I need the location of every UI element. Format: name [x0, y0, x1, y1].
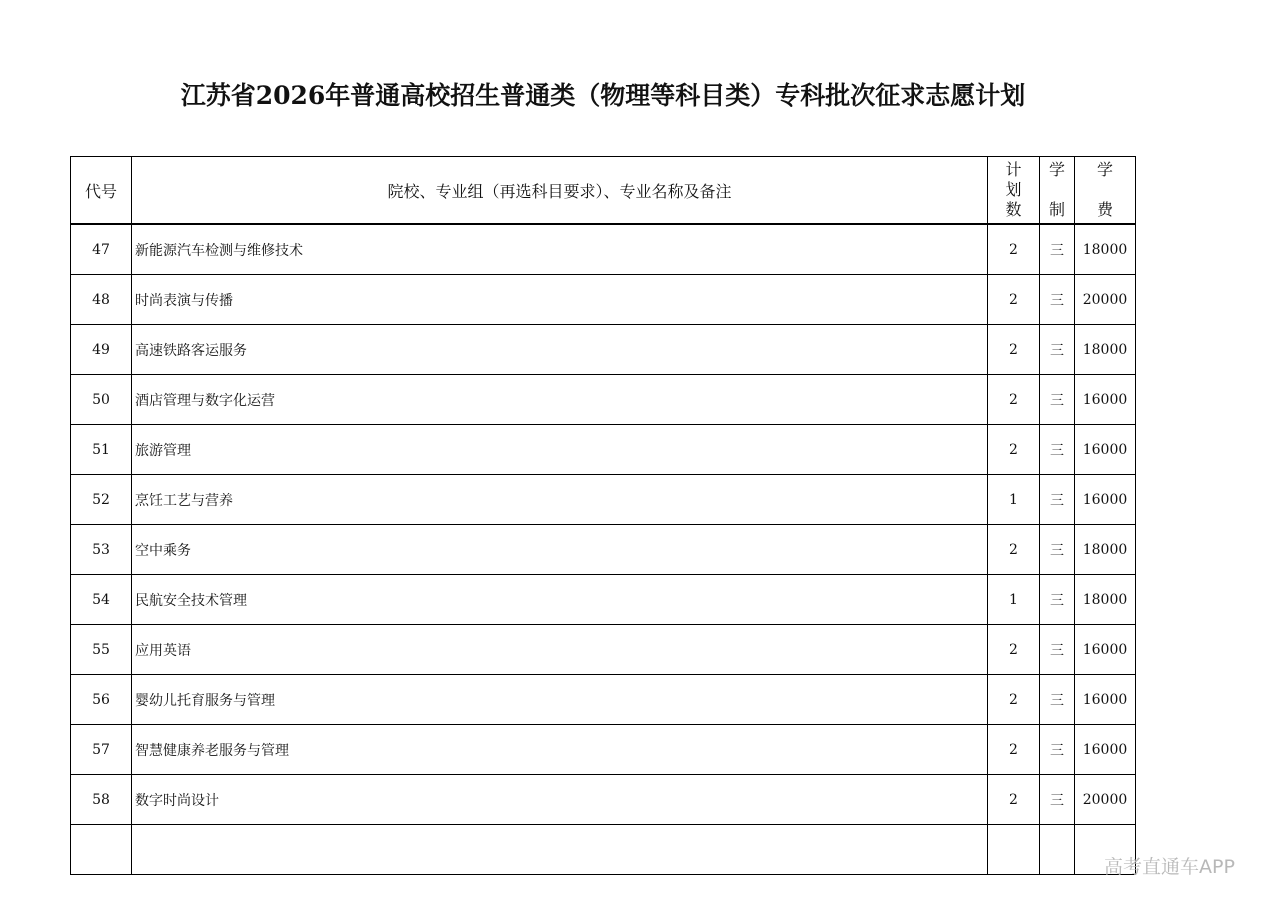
cell-fee: 18000 [1075, 224, 1136, 275]
cell-duration: 三 [1040, 575, 1075, 625]
cell-code: 49 [71, 325, 132, 375]
cell-major-name: 时尚表演与传播 [132, 275, 988, 325]
cell-duration: 三 [1040, 725, 1075, 775]
cell-major-name: 婴幼儿托育服务与管理 [132, 675, 988, 725]
cell-fee: 16000 [1075, 375, 1136, 425]
cell-fee: 20000 [1075, 275, 1136, 325]
cell-code: 53 [71, 525, 132, 575]
cell-duration: 三 [1040, 224, 1075, 275]
table-row [71, 375, 1136, 425]
table-row [71, 224, 1136, 275]
header-fee [1075, 157, 1136, 225]
cell-duration: 三 [1040, 275, 1075, 325]
header-name: 院校、专业组（再选科目要求）、专业名称及备注 [132, 157, 988, 225]
cell-code: 47 [71, 224, 132, 275]
cell-duration: 三 [1040, 775, 1075, 825]
header-plan-char-3: 数 [1005, 200, 1022, 219]
cell-major-name: 应用英语 [132, 625, 988, 675]
table-row-empty [71, 825, 1136, 875]
cell-code: 56 [71, 675, 132, 725]
cell-major-name: 智慧健康养老服务与管理 [132, 725, 988, 775]
table-row [71, 725, 1136, 775]
cell-duration: 三 [1040, 475, 1075, 525]
header-duration-char-1: 学 [1048, 160, 1065, 179]
cell-code [71, 825, 132, 875]
cell-major-name: 酒店管理与数字化运营 [132, 375, 988, 425]
table-row [71, 425, 1136, 475]
cell-duration: 三 [1040, 675, 1075, 725]
table-row [71, 675, 1136, 725]
cell-code: 51 [71, 425, 132, 475]
cell-duration: 三 [1040, 375, 1075, 425]
table-row [71, 325, 1136, 375]
cell-plan: 2 [988, 625, 1040, 675]
table-row [71, 275, 1136, 325]
cell-duration: 三 [1040, 425, 1075, 475]
table-row [71, 775, 1136, 825]
cell-fee: 16000 [1075, 625, 1136, 675]
cell-duration: 三 [1040, 625, 1075, 675]
header-fee-char-2: 费 [1096, 200, 1113, 219]
cell-duration [1040, 825, 1075, 875]
header-duration-char-2: 制 [1048, 200, 1065, 219]
cell-major-name: 新能源汽车检测与维修技术 [132, 224, 988, 275]
cell-code: 48 [71, 275, 132, 325]
cell-plan: 2 [988, 425, 1040, 475]
cell-code: 50 [71, 375, 132, 425]
table-row [71, 525, 1136, 575]
cell-fee: 18000 [1075, 575, 1136, 625]
cell-plan: 2 [988, 725, 1040, 775]
cell-fee: 16000 [1075, 675, 1136, 725]
table-row [71, 475, 1136, 525]
cell-fee: 18000 [1075, 525, 1136, 575]
header-fee-char-1: 学 [1096, 160, 1113, 179]
table-header-row [71, 157, 1136, 225]
header-plan [988, 157, 1040, 225]
cell-plan: 1 [988, 575, 1040, 625]
cell-fee: 16000 [1075, 425, 1136, 475]
cell-plan: 2 [988, 375, 1040, 425]
cell-fee: 16000 [1075, 475, 1136, 525]
cell-code: 57 [71, 725, 132, 775]
cell-plan: 2 [988, 525, 1040, 575]
cell-duration: 三 [1040, 525, 1075, 575]
header-plan-char-2: 划 [1005, 180, 1022, 199]
cell-plan: 2 [988, 275, 1040, 325]
header-plan-char-1: 计 [1005, 160, 1022, 179]
cell-code: 52 [71, 475, 132, 525]
cell-code: 58 [71, 775, 132, 825]
header-code: 代号 [71, 157, 132, 225]
cell-plan: 1 [988, 475, 1040, 525]
cell-code: 55 [71, 625, 132, 675]
cell-fee: 16000 [1075, 725, 1136, 775]
cell-major-name: 烹饪工艺与营养 [132, 475, 988, 525]
cell-fee: 20000 [1075, 775, 1136, 825]
cell-major-name: 旅游管理 [132, 425, 988, 475]
cell-plan: 2 [988, 325, 1040, 375]
table-row [71, 625, 1136, 675]
cell-major-name: 空中乘务 [132, 525, 988, 575]
cell-plan: 2 [988, 675, 1040, 725]
enrollment-plan-table [70, 156, 1136, 875]
cell-major-name [132, 825, 988, 875]
cell-major-name: 高速铁路客运服务 [132, 325, 988, 375]
watermark: 高考直通车APP [1104, 856, 1235, 878]
cell-plan [988, 825, 1040, 875]
cell-plan: 2 [988, 775, 1040, 825]
cell-fee: 18000 [1075, 325, 1136, 375]
cell-code: 54 [71, 575, 132, 625]
page-title: 江苏省2026年普通高校招生普通类（物理等科目类）专科批次征求志愿计划 [180, 81, 1026, 110]
header-duration [1040, 157, 1075, 225]
cell-major-name: 数字时尚设计 [132, 775, 988, 825]
cell-duration: 三 [1040, 325, 1075, 375]
cell-plan: 2 [988, 224, 1040, 275]
table-row [71, 575, 1136, 625]
cell-major-name: 民航安全技术管理 [132, 575, 988, 625]
